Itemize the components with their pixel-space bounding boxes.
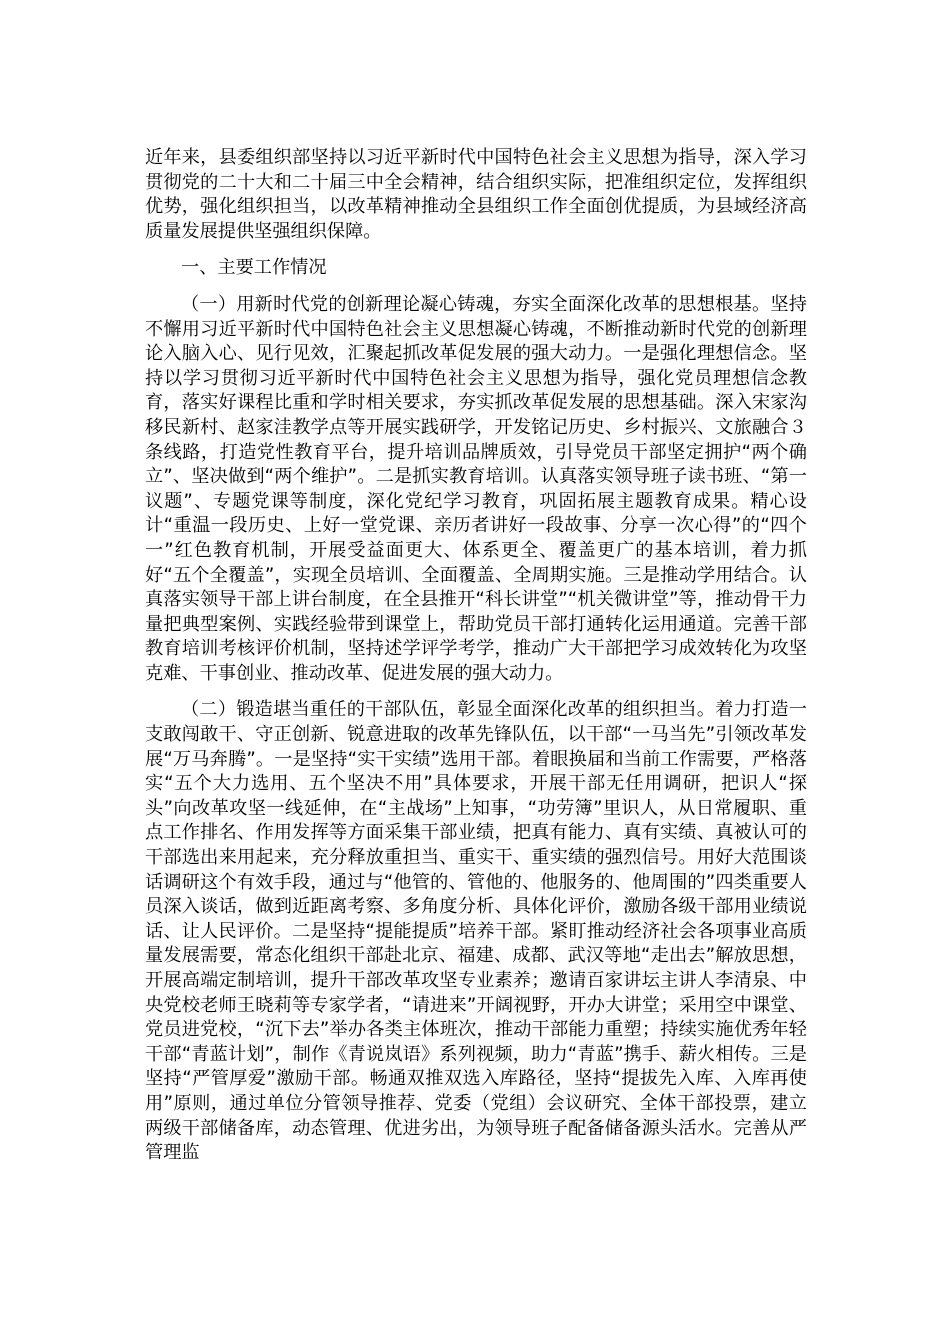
intro-paragraph: 近年来，县委组织部坚持以习近平新时代中国特色社会主义思想为指导，深入学习贯彻党的二十大和二十届三中全会精神，结合组织实际，把准组织定位，发挥组织优势，强化组织担当，以改革精神推动全县组织工作全面创优提质，为县域经济高质量发展提供坚强组织保障。 <box>145 147 807 242</box>
document-body <box>145 146 807 1166</box>
body-paragraph: （一）用新时代党的创新理论凝心铸魂，夯实全面深化改革的思想根基。坚持不懈用习近平新时代中国特色社会主义思想凝心铸魂，不断推动新时代党的创新理论入脑入心、见行见效，汇聚起抓改革促发展的强大动力。一是强化理想信念。坚持以学习贯彻习近平新时代中国特色社会主义思想为指导，强化党员理想信念教育，落实好课程比重和学时相关要求，夯实抓改革促发展的思想基础。深入宋家沟移民新村、赵家洼教学点等开展实践研学，开发铭记历史、乡村振兴、文旅融合３条线路，打造党性教育平台，提升培训品牌质效，引导党员干部坚定拥护“两个确立”、坚决做到“两个维护”。二是抓实教育培训。认真落实领导班子读书班、“第一议题”、专题党课等制度，深化党纪学习教育，巩固拓展主题教育成果。精心设计“重温一段历史、上好一堂党课、亲历者讲好一段故事、分享一次心得”的“四个一”红色教育机制，开展受益面更大、体系更全、覆盖更广的基本培训，着力抓好“五个全覆盖”，实现全员培训、全面覆盖、全周期实施。三是推动学用结合。认真落实领导干部上讲台制度，在全县推开“科长讲堂”“机关微讲堂”等，推动骨干力量把典型案例、实践经验带到课堂上，帮助党员干部打通转化运用通道。完善干部教育培训考核评价机制，坚持述学评学考学，推动广大干部把学习成效转化为攻坚克难、干事创业、推动改革、促进发展的强大动力。 <box>145 293 807 684</box>
section-heading: 一、主要工作情况 <box>181 257 327 279</box>
body-paragraph: （二）锻造堪当重任的干部队伍，彰显全面深化改革的组织担当。着力打造一支敢闯敢干、守正创新、锐意进取的改革先锋队伍，以干部“一马当先”引领改革发展“万马奔腾”。一是坚持“实干实绩”选用干部。着眼换届和当前工作需要，严格落实“五个大力选用、五个坚决不用”具体要求，开展干部无任用调研，把识人“探头”向改革攻坚一线延伸，在“主战场”上知事，“功劳簿”里识人，从日常履职、重点工作排名、作用发挥等方面采集干部业绩，把真有能力、真有实绩、真被认可的干部选出来用起来，充分释放重担当、重实干、重实绩的强烈信号。用好大范围谈话调研这个有效手段，通过与“他管的、管他的、他服务的、他周围的”四类重要人员深入谈话，做到近距离考察、多角度分析、具体化评价，激励各级干部用业绩说话、让人民评价。二是坚持“提能提质”培养干部。紧盯推动经济社会各项事业高质量发展需要，常态化组织干部赴北京、福建、成都、武汉等地“走出去”解放思想，开展高端定制培训，提升干部改革攻坚专业素养；邀请百家讲坛主讲人李清泉、中央党校老师王晓莉等专家学者，“请进来”开阔视野，开办大讲堂；采用空中课堂、党员进党校，“沉下去”举办各类主体班次，推动干部能力重塑；持续实施优秀年轻干部“青蓝计划”，制作《青说岚语》系列视频，助力“青蓝”携手、薪火相传。三是坚持“严管厚爱”激励干部。畅通双推双选入库路径，坚持“提拔先入库、入库再使用”原则，通过单位分管领导推荐、党委（党组）会议研究、全体干部投票，建立两级干部储备库，动态管理、优进劣出，为领导班子配备储备源头活水。完善从严管理监 <box>145 699 807 1164</box>
